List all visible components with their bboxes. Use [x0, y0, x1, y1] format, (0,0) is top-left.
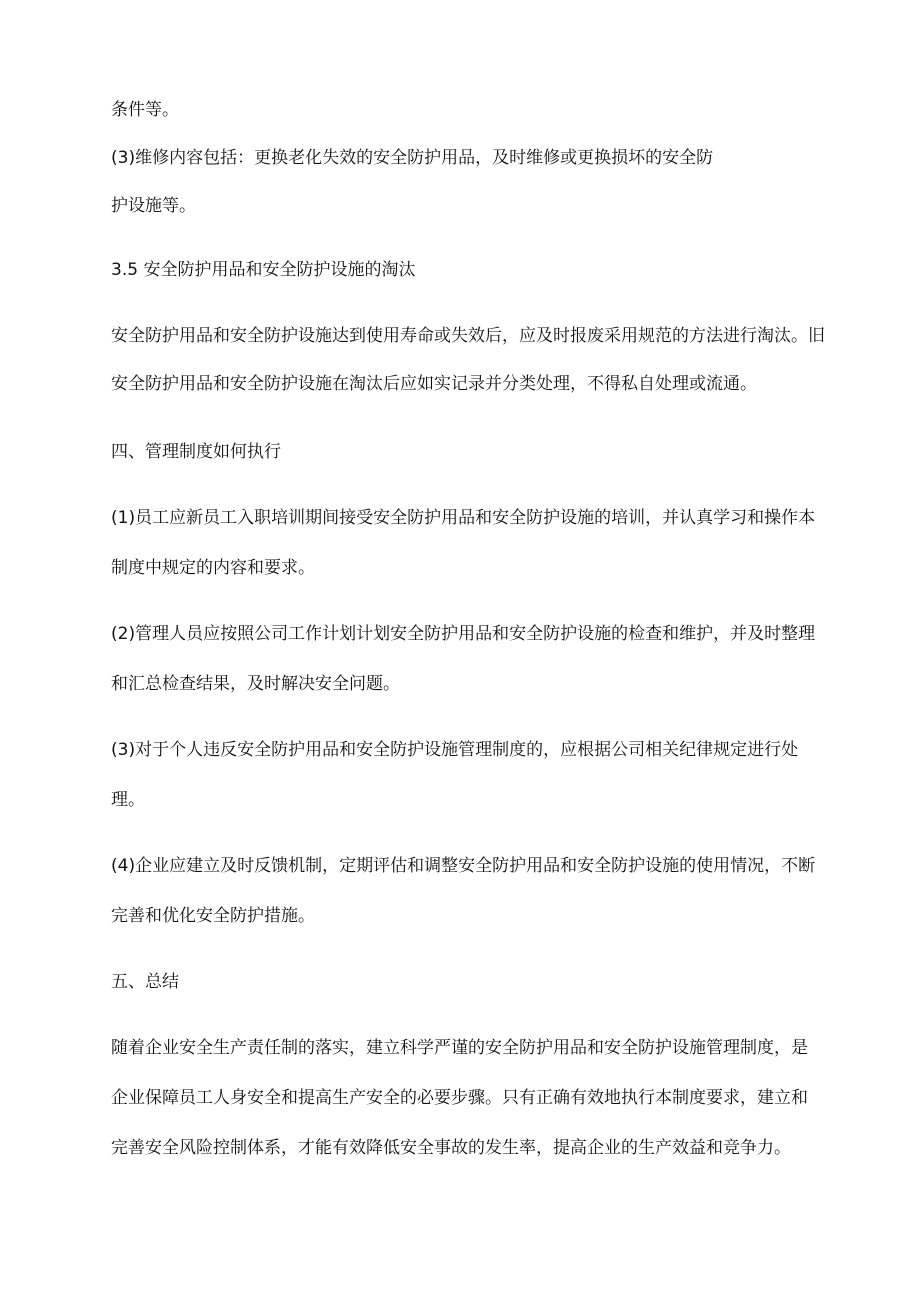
text-line: 完善和优化安全防护措施。 [111, 906, 315, 926]
text-line: 安全防护用品和安全防护设施达到使用寿命或失效后，应及时报废采用规范的方法进行淘汰。旧 [111, 326, 825, 346]
text-line: 条件等。 [111, 100, 179, 120]
text-line: 完善安全风险控制体系，才能有效降低安全事故的发生率，提高企业的生产效益和竞争力。 [111, 1138, 791, 1158]
text-line: 护设施等。 [111, 196, 196, 216]
text-line: 安全防护用品和安全防护设施在淘汰后应如实记录并分类处理，不得私自处理或流通。 [111, 374, 757, 394]
text-line: 和汇总检查结果，及时解决安全问题。 [111, 674, 400, 694]
section-heading: 四、管理制度如何执行 [111, 442, 281, 462]
text-line: (3)维修内容包括：更换老化失效的安全防护用品，及时维修或更换损坏的安全防 [111, 148, 714, 168]
section-heading: 五、总结 [111, 972, 179, 992]
text-line: (3)对于个人违反安全防护用品和安全防护设施管理制度的，应根据公司相关纪律规定进行处 [111, 740, 799, 760]
text-line: (1)员工应新员工入职培训期间接受安全防护用品和安全防护设施的培训，并认真学习和操作本 [111, 508, 816, 528]
section-heading: 3.5 安全防护用品和安全防护设施的淘汰 [111, 260, 416, 280]
text-line: (4)企业应建立及时反馈机制，定期评估和调整安全防护用品和安全防护设施的使用情况，不断 [111, 856, 816, 876]
text-line: 企业保障员工人身安全和提高生产安全的必要步骤。只有正确有效地执行本制度要求，建立和 [111, 1088, 808, 1108]
text-line: 制度中规定的内容和要求。 [111, 558, 315, 578]
text-line: 理。 [111, 790, 145, 810]
text-line: (2)管理人员应按照公司工作计划计划安全防护用品和安全防护设施的检查和维护，并及时整理 [111, 624, 816, 644]
text-line: 随着企业安全生产责任制的落实，建立科学严谨的安全防护用品和安全防护设施管理制度，是 [111, 1038, 808, 1058]
